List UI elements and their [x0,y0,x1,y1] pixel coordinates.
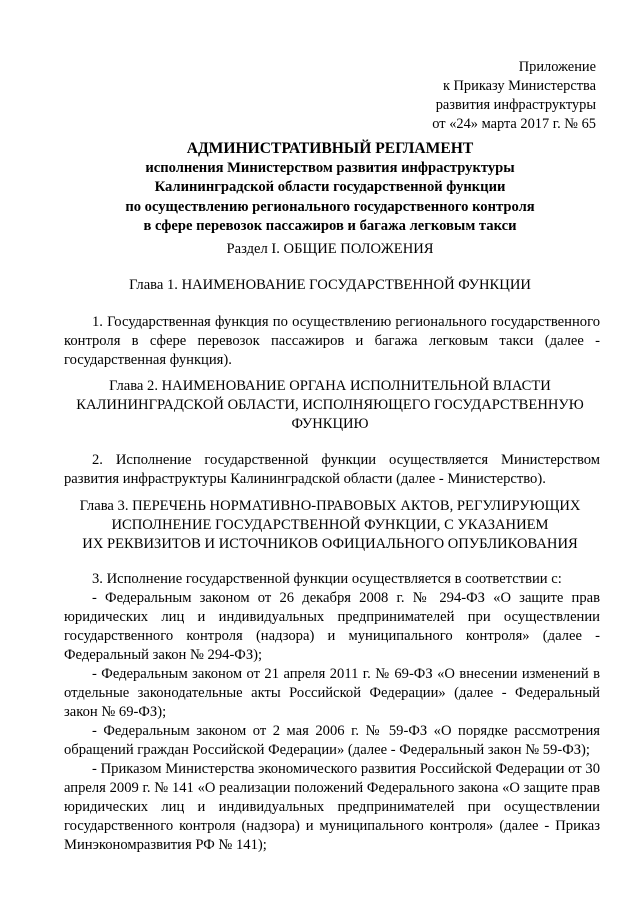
attachment-note [432,58,596,134]
paragraph-text: 2. Исполнение государственной функции осуществляется Министерством развития инфраструктуры Калининградской области (далее - Министерство). [64,452,600,487]
heading-line: Глава 2. НАИМЕНОВАНИЕ ОРГАНА ИСПОЛНИТЕЛЬНОЙ ВЛАСТИ [109,378,551,394]
heading-line: Глава 3. ПЕРЕЧЕНЬ НОРМАТИВНО-ПРАВОВЫХ АКТОВ, РЕГУЛИРУЮЩИХ [79,498,581,514]
chapter-1-paragraph [64,313,600,370]
document-title [64,139,596,237]
chapter-3-heading [64,497,596,554]
paragraph-text: 1. Государственная функция по осуществлению регионального государственного контроля в сфере перевозок пассажиров и багажа легковым такси (далее - государственная функция). [64,314,600,368]
title-line: исполнения Министерством развития инфраструктуры [145,159,515,176]
attachment-line: от «24» марта 2017 г. № 65 [432,116,596,132]
title-line: Калининградской области государственной функции [154,179,506,195]
list-item: - Федеральным законом от 2 мая 2006 г. № 59-ФЗ «О порядке рассмотрения обращений граждан Российской Федерации» (далее - Федеральный закон № 59-ФЗ); [64,723,600,758]
heading-line: КАЛИНИНГРАДСКОЙ ОБЛАСТИ, ИСПОЛНЯЮЩЕГО ГОСУДАРСТВЕННУЮ [76,397,584,413]
attachment-line: Приложение [518,59,596,75]
list-item: - Приказом Министерства экономического развития Российской Федерации от 30 апреля 2009 г. № 141 «О реализации положений Федерального закона «О защите прав юридических лиц и индивидуальных предпринимателей при осуществлении государственного контроля (надзора) и муниципального контроля» (далее - Приказ Минэкономразвития РФ № 141); [64,761,600,853]
chapter-2-heading [64,377,596,434]
attachment-line: к Приказу Министерства [442,78,596,94]
attachment-line: развития инфраструктуры [435,97,596,113]
heading-line: ФУНКЦИЮ [291,416,369,432]
chapter-3-body [64,570,600,855]
chapter-2-paragraph [64,451,600,489]
title-line: в сфере перевозок пассажиров и багажа легковым такси [143,218,517,234]
heading-line: ИСПОЛНЕНИЕ ГОСУДАРСТВЕННОЙ ФУНКЦИИ, С УКАЗАНИЕМ [111,517,549,533]
heading-line: ИХ РЕКВИЗИТОВ И ИСТОЧНИКОВ ОФИЦИАЛЬНОГО ОПУБЛИКОВАНИЯ [82,536,578,552]
list-item: - Федеральным законом от 26 декабря 2008 г. № 294-ФЗ «О защите прав юридических лиц и индивидуальных предпринимателей при осуществлении государственного контроля (надзора) и муниципального контроля» (далее - Федеральный закон № 294-ФЗ); [64,590,600,663]
list-item: - Федеральным законом от 21 апреля 2011 г. № 69-ФЗ «О внесении изменений в отдельные законодательные акты Российской Федерации» (далее - Федеральный закон № 69-ФЗ); [64,666,600,720]
paragraph-intro: 3. Исполнение государственной функции осуществляется в соответствии с: [92,571,562,587]
title-heading: АДМИНИСТРАТИВНЫЙ РЕГЛАМЕНТ [186,140,474,157]
chapter-1-heading: Глава 1. НАИМЕНОВАНИЕ ГОСУДАРСТВЕННОЙ ФУНКЦИИ [129,277,531,293]
title-line: по осуществлению регионального государственного контроля [125,198,535,215]
section-heading: Раздел I. ОБЩИЕ ПОЛОЖЕНИЯ [226,241,434,257]
